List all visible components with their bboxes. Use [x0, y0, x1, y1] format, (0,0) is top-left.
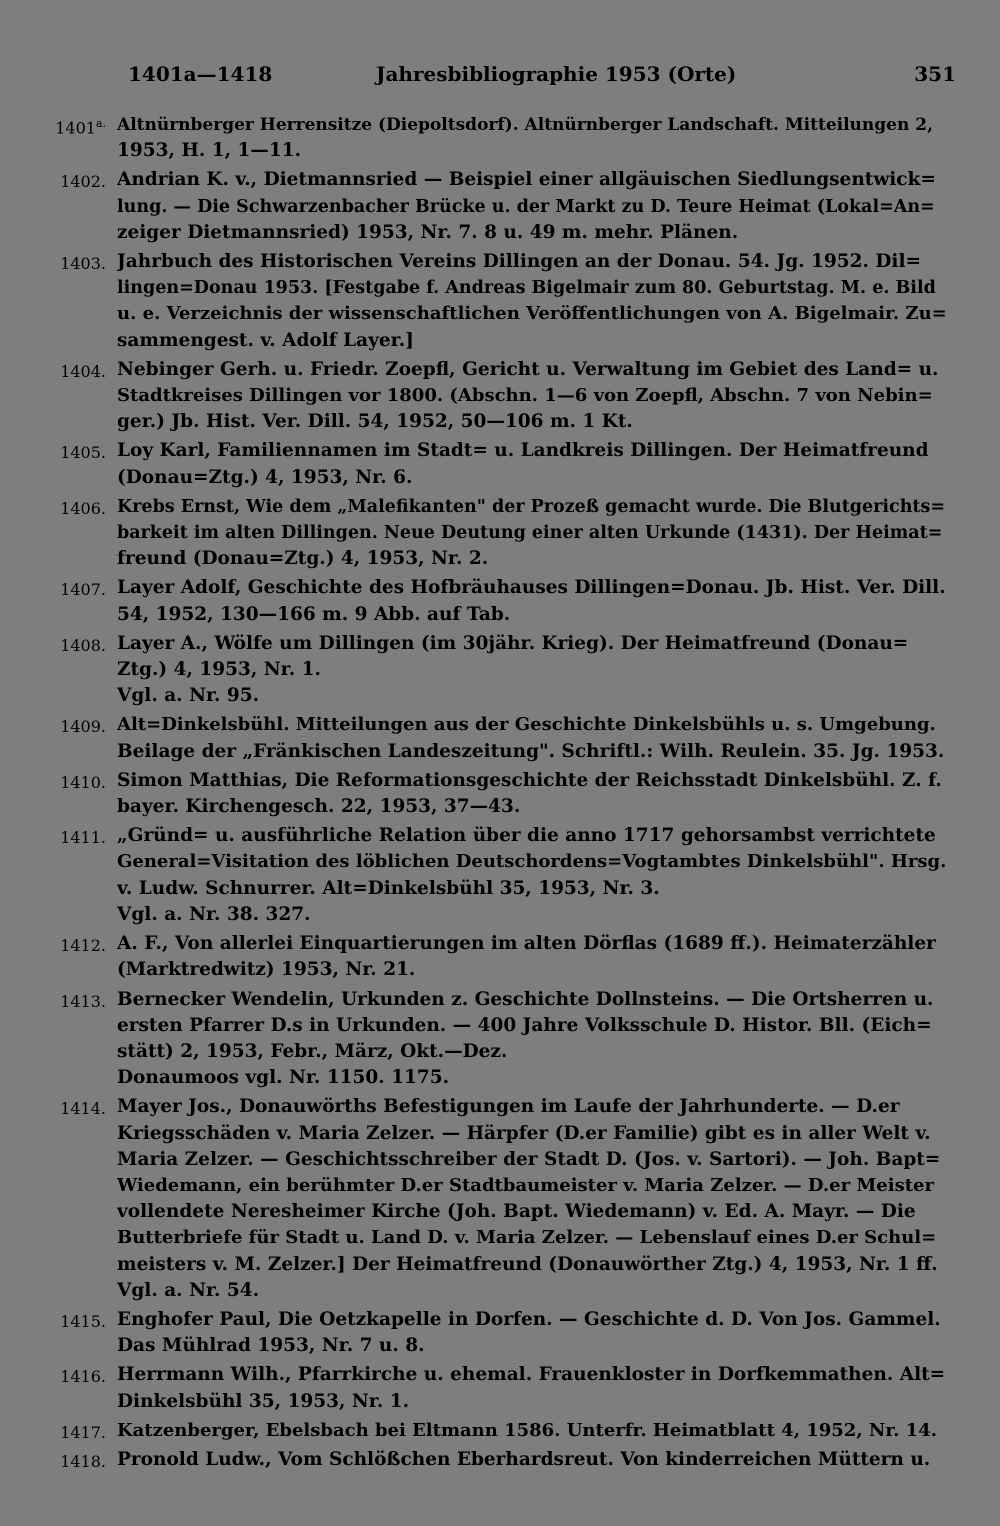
entry-line: A. F., Von allerlei Einquartierungen im alten Dörflas (1689 ff.). Heimaterzähler — [117, 933, 936, 955]
entry-line: freund (Donau=Ztg.) 4, 1953, Nr. 2. — [117, 548, 489, 570]
entry-number: 1413. — [60, 991, 106, 1011]
entry-line: Bernecker Wendelin, Urkunden z. Geschichte Dollnsteins. — Die Ortsherren u. — [117, 988, 934, 1010]
entry-line: Loy Karl, Familiennamen im Stadt= u. Landkreis Dillingen. Der Heimatfreund — [117, 440, 929, 462]
entry-number: 1416. — [60, 1367, 106, 1387]
bibliography-entry — [0, 112, 1000, 164]
entry-text — [117, 823, 950, 928]
entry-number: 1417. — [60, 1422, 106, 1442]
entry-line: Nebinger Gerh. u. Friedr. Zoepfl, Gericht u. Verwaltung im Gebiet des Land= u. — [117, 358, 939, 380]
entry-number: 1418. — [60, 1451, 106, 1471]
bibliography-entry — [0, 1447, 1000, 1473]
entry-line: Donaumoos vgl. Nr. 1150. 1175. — [117, 1067, 450, 1089]
entry-text — [117, 1307, 950, 1359]
bibliography-entry — [0, 357, 1000, 436]
entry-line: Altnürnberger Herrensitze (Diepoltsdorf). Altnürnberger Landschaft. Mitteilungen 2, — [117, 115, 933, 135]
entry-line: Katzenberger, Ebelsbach bei Eltmann 1586. Unterfr. Heimatblatt 4, 1952, Nr. 14. — [117, 1419, 938, 1441]
bibliography-entry — [0, 575, 1000, 627]
entry-line: v. Ludw. Schnurrer. Alt=Dinkelsbühl 35, 1953, Nr. 3. — [117, 877, 660, 899]
entry-range: 1401a—1418 — [128, 62, 273, 86]
entry-text — [117, 1447, 950, 1473]
entry-line: Dinkelsbühl 35, 1953, Nr. 1. — [117, 1390, 410, 1412]
page-header — [128, 62, 956, 92]
entry-line: sammengest. v. Adolf Layer.] — [117, 329, 414, 351]
entry-line: ersten Pfarrer D.s in Urkunden. — 400 Jahre Volksschule D. Histor. Bll. (Eich= — [117, 1014, 932, 1036]
entry-line: Maria Zelzer. — Geschichtsschreiber der Stadt D. (Jos. v. Sartori). — Joh. Bapt= — [117, 1148, 941, 1170]
entry-text — [117, 357, 950, 436]
bibliography-entry — [0, 1418, 1000, 1444]
bibliography-entry — [0, 931, 1000, 983]
bibliography-entry — [0, 987, 1000, 1092]
entry-number: 1405. — [60, 443, 106, 463]
entry-line: barkeit im alten Dillingen. Neue Deutung einer alten Urkunde (1431). Der Heimat= — [117, 523, 943, 544]
entry-number: 1410. — [60, 772, 106, 792]
entry-text — [117, 1094, 950, 1304]
entry-number: 1402. — [60, 172, 106, 192]
entry-line: Wiedemann, ein berühmter D.er Stadtbaumeister v. Maria Zelzer. — D.er Meister — [117, 1174, 934, 1196]
bibliography-entry — [0, 712, 1000, 764]
entry-text — [117, 438, 950, 490]
entry-line: zeiger Dietmannsried) 1953, Nr. 7. 8 u. 49 m. mehr. Plänen. — [117, 221, 739, 243]
entry-line: stätt) 2, 1953, Febr., März, Okt.—Dez. — [117, 1040, 508, 1062]
bibliography-entry — [0, 768, 1000, 820]
entry-line: lung. — Die Schwarzenbacher Brücke u. der Markt zu D. Teure Heimat (Lokal=An= — [117, 196, 935, 217]
entry-line: ger.) Jb. Hist. Ver. Dill. 54, 1952, 50—106 m. 1 Kt. — [117, 411, 633, 433]
entry-line: Kriegsschäden v. Maria Zelzer. — Härpfer (D.er Familie) gibt es in aller Welt v. — [117, 1122, 931, 1144]
entry-line: Simon Matthias, Die Reformationsgeschichte der Reichsstadt Dinkelsbühl. Z. f. — [117, 769, 942, 791]
bibliography-entry — [0, 1307, 1000, 1359]
entry-text — [117, 712, 950, 764]
bibliography-entry — [0, 494, 1000, 573]
entry-line: Krebs Ernst, Wie dem „Malefikanten" der Prozeß gemacht wurde. Die Blutgerichts= — [117, 496, 946, 517]
entry-line: u. e. Verzeichnis der wissenschaftlichen Veröffentlichungen von A. Bigelmair. Zu= — [117, 303, 947, 325]
entry-line: 54, 1952, 130—166 m. 9 Abb. auf Tab. — [117, 603, 511, 625]
entry-line: (Marktredwitz) 1953, Nr. 21. — [117, 959, 416, 981]
entry-line: meisters v. M. Zelzer.] Der Heimatfreund (Donauwörther Ztg.) 4, 1953, Nr. 1 ff. — [117, 1253, 938, 1275]
entry-text — [117, 1418, 950, 1444]
entry-text — [117, 494, 950, 573]
entry-text — [117, 931, 950, 983]
entry-number: 1409. — [60, 717, 106, 737]
entry-text — [117, 249, 950, 354]
bibliography-entry — [0, 631, 1000, 710]
entry-line: Vgl. a. Nr. 38. 327. — [117, 903, 311, 925]
entry-line: Butterbriefe für Stadt u. Land D. v. Maria Zelzer. — Lebenslauf eines D.er Schul= — [117, 1227, 937, 1249]
entry-line: Herrmann Wilh., Pfarrkirche u. ehemal. Frauenkloster in Dorfkemmathen. Alt= — [117, 1364, 946, 1386]
entry-line: General=Visitation des löblichen Deutschordens=Vogtambtes Dinkelsbühl". Hrsg. — [117, 851, 947, 873]
entry-line: Ztg.) 4, 1953, Nr. 1. — [117, 659, 321, 681]
entry-line: Pronold Ludw., Vom Schlößchen Eberhardsreut. Von kinderreichen Müttern u. — [117, 1448, 931, 1470]
entry-line: Vgl. a. Nr. 54. — [117, 1279, 260, 1301]
bibliography-entries — [0, 112, 1000, 1476]
entry-line: Stadtkreises Dillingen vor 1800. (Abschn. 1—6 von Zoepfl, Abschn. 7 von Nebin= — [117, 385, 933, 407]
entry-line: „Gründ= u. ausführliche Relation über die anno 1717 gehorsambst verrichtete — [117, 825, 936, 847]
entry-text — [117, 167, 950, 246]
bibliography-entry — [0, 438, 1000, 490]
entry-line: Layer Adolf, Geschichte des Hofbräuhauses Dillingen=Donau. Jb. Hist. Ver. Dill. — [117, 577, 946, 599]
entry-number-suffix: a. — [95, 117, 106, 130]
entry-number: 1408. — [60, 635, 106, 655]
entry-text — [117, 987, 950, 1092]
entry-text — [117, 575, 950, 627]
bibliography-entry — [0, 167, 1000, 246]
entry-line: Beilage der „Fränkischen Landeszeitung". Schriftl.: Wilh. Reulein. 35. Jg. 1953. — [117, 740, 945, 762]
entry-line: Andrian K. v., Dietmannsried — Beispiel einer allgäuischen Siedlungsentwick= — [117, 169, 936, 191]
entry-number: 1414. — [60, 1099, 106, 1119]
bibliography-entry — [0, 249, 1000, 354]
bibliography-entry — [0, 1094, 1000, 1304]
entry-number: 1412. — [60, 936, 106, 956]
entry-line: bayer. Kirchengesch. 22, 1953, 37—43. — [117, 796, 521, 818]
bibliography-entry — [0, 1362, 1000, 1414]
page-number: 351 — [914, 62, 956, 86]
entry-line: Mayer Jos., Donauwörths Befestigungen im Laufe der Jahrhunderte. — D.er — [117, 1096, 900, 1118]
entry-line: Enghofer Paul, Die Oetzkapelle in Dorfen. — Geschichte d. D. Von Jos. Gammel. — [117, 1308, 941, 1330]
bibliography-entry — [0, 823, 1000, 928]
entry-text — [117, 1362, 950, 1414]
entry-text — [117, 631, 950, 710]
entry-line: Vgl. a. Nr. 95. — [117, 685, 260, 707]
entry-line: (Donau=Ztg.) 4, 1953, Nr. 6. — [117, 466, 413, 488]
entry-line: lingen=Donau 1953. [Festgabe f. Andreas Bigelmair zum 80. Geburtstag. M. e. Bild — [117, 278, 936, 299]
entry-text — [117, 768, 950, 820]
entry-line: Jahrbuch des Historischen Vereins Dillingen an der Donau. 54. Jg. 1952. Dil= — [117, 251, 921, 273]
entry-number: 1407. — [60, 580, 106, 600]
entry-number: 1404. — [60, 361, 106, 381]
entry-number: 1406. — [60, 498, 106, 518]
entry-number: 1411. — [60, 828, 106, 848]
entry-line: Layer A., Wölfe um Dillingen (im 30jähr. Krieg). Der Heimatfreund (Donau= — [117, 632, 909, 654]
entry-line: 1953, H. 1, 1—11. — [117, 140, 302, 162]
entry-number: 1415. — [60, 1311, 106, 1331]
entry-number: $1401^{a.}$ — [55, 117, 106, 138]
entry-line: Alt=Dinkelsbühl. Mitteilungen aus der Geschichte Dinkelsbühls u. s. Umgebung. — [117, 714, 936, 736]
entry-line: vollendete Neresheimer Kirche (Joh. Bapt. Wiedemann) v. Ed. A. Mayr. — Die — [117, 1201, 916, 1223]
entry-line: Das Mühlrad 1953, Nr. 7 u. 8. — [117, 1335, 425, 1357]
entry-text — [117, 112, 950, 164]
running-title: Jahresbibliographie 1953 (Orte) — [376, 62, 737, 86]
entry-number: 1403. — [60, 254, 106, 274]
